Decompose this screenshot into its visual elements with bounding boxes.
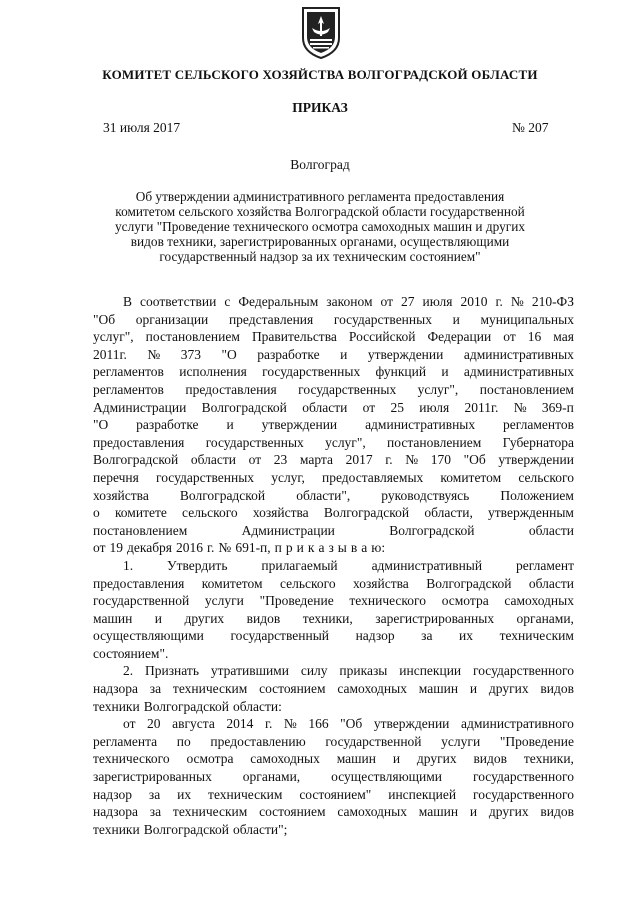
body-word: за: [149, 681, 162, 697]
body-word: разработке: [257, 346, 320, 362]
body-word: 166: [308, 716, 329, 732]
body-word: 691-п,: [235, 540, 271, 556]
body-word: Утвердить: [167, 557, 228, 573]
body-word: комитетом: [440, 469, 502, 485]
body-word: 27: [401, 294, 415, 309]
body-word: "Об: [340, 716, 363, 732]
body-word: за: [148, 786, 161, 802]
body-line: [93, 487, 574, 505]
body-word: мая: [553, 329, 574, 345]
body-word: 2017: [345, 452, 373, 468]
body-word: организации: [135, 311, 209, 327]
body-line: [93, 627, 574, 645]
body-word: предоставления: [93, 575, 185, 591]
body-word: июля: [419, 399, 450, 415]
body-word: г.: [495, 294, 503, 309]
body-word: услуг,: [271, 469, 305, 485]
body-word: и: [441, 364, 449, 380]
body-word: осмотра: [186, 751, 234, 767]
body-word: постановлением: [93, 522, 188, 538]
body-word: видов: [246, 610, 281, 626]
body-word: а: [361, 540, 368, 556]
body-word: 210-ФЗ: [531, 294, 574, 309]
body-line: [93, 645, 574, 663]
body-word: утвержденным: [488, 505, 574, 521]
body-word: №: [405, 452, 419, 468]
order-subject: [62, 190, 578, 265]
body-word: области: [190, 452, 237, 468]
body-word: постановлением: [387, 434, 482, 450]
body-word: 25: [390, 399, 404, 415]
body-word: марта: [299, 452, 333, 468]
body-word: государственных: [333, 311, 432, 327]
body-word: Волгоградской: [323, 505, 410, 521]
body-word: области:: [232, 698, 282, 714]
body-word: "Об: [93, 311, 116, 327]
body-word: за: [421, 628, 433, 644]
body-word: государственный: [230, 628, 329, 644]
body-word: утверждении: [373, 716, 450, 732]
body-word: других: [488, 804, 529, 820]
body-word: самоходных: [337, 681, 407, 697]
body-word: 1.: [123, 557, 134, 573]
body-word: №: [218, 540, 232, 556]
body-word: к: [307, 540, 315, 556]
body-word: машин: [418, 681, 459, 697]
body-word: области",: [296, 487, 351, 503]
body-word: утверждении: [261, 417, 338, 433]
body-word: Волгоградской: [179, 487, 266, 503]
body-word: Волгоградской: [143, 821, 229, 837]
body-word: хозяйства: [352, 575, 409, 591]
body-word: государственного: [473, 663, 574, 679]
body-word: законом: [326, 294, 373, 309]
body-word: государственного: [473, 769, 574, 785]
body-word: хозяйства: [252, 505, 309, 521]
body-word: административных: [365, 417, 476, 433]
subject-line: видов техники, зарегистрированных органами, осуществляющими: [130, 233, 510, 249]
body-word: и: [452, 311, 460, 327]
subject-line: Об утверждении административного регламента предоставления: [135, 189, 505, 204]
body-word: осуществляющими: [93, 628, 204, 644]
body-word: 2010: [460, 294, 488, 309]
body-word: "Проведение: [259, 593, 334, 609]
body-word: техники,: [302, 610, 353, 626]
body-line: [93, 504, 574, 522]
body-line: [93, 575, 574, 593]
body-word: 16: [527, 329, 542, 345]
body-line: [93, 662, 574, 680]
body-word: предоставления: [185, 381, 277, 397]
body-line: [93, 522, 574, 540]
body-word: Положением: [500, 487, 574, 503]
body-word: "О: [221, 346, 237, 362]
body-word: органами,: [516, 610, 574, 626]
body-word: по: [176, 733, 191, 749]
body-word: в: [350, 540, 358, 556]
body-line: [93, 399, 574, 417]
body-word: государственных: [205, 434, 304, 450]
body-word: техническим: [172, 681, 248, 697]
body-word: "Проведение: [499, 733, 574, 749]
body-word: видов: [540, 804, 574, 820]
body-word: г.: [385, 452, 393, 468]
body-word: услуг",: [93, 329, 134, 345]
body-word: надзор: [93, 786, 133, 802]
body-word: июля: [422, 294, 453, 309]
body-word: от: [503, 329, 516, 345]
body-word: органами,: [242, 769, 301, 785]
body-word: области: [528, 575, 574, 591]
body-word: осуществляющими: [331, 769, 443, 785]
body-word: их: [177, 786, 192, 802]
body-word: области,: [424, 505, 473, 521]
body-word: постановлением: [479, 381, 574, 397]
body-word: от: [248, 452, 262, 468]
body-word: Правительства: [251, 329, 337, 345]
body-word: регламентов: [93, 364, 164, 380]
body-word: состоянием: [259, 681, 326, 697]
body-word: сельского: [279, 575, 336, 591]
subject-line: услуги "Проведение технического осмотра самоходных машин и других: [115, 218, 525, 234]
body-word: ы: [337, 540, 347, 556]
body-word: №: [147, 346, 161, 362]
body-word: Федеральным: [238, 294, 319, 309]
body-word: 2016: [176, 540, 204, 556]
body-line: [93, 416, 574, 434]
body-word: от: [123, 716, 136, 732]
body-word: административного: [460, 716, 574, 732]
body-word: функций: [375, 364, 427, 380]
body-word: государственных: [262, 364, 361, 380]
body-word: муниципальных: [480, 311, 574, 327]
body-word: техническим: [499, 628, 574, 644]
order-number: № 207: [512, 120, 549, 135]
body-word: государственной: [93, 593, 190, 609]
body-word: самоходных: [504, 593, 574, 609]
body-word: Волгоградской: [426, 575, 512, 591]
body-line: [93, 293, 574, 311]
body-word: 369-п: [541, 399, 574, 415]
body-line: [93, 803, 574, 821]
order-title: ПРИКАЗ: [292, 100, 348, 115]
body-word: техническим: [208, 786, 283, 802]
body-word: других: [416, 751, 457, 767]
subject-line: комитетом сельского хозяйства Волгоградской области государственной: [115, 203, 525, 219]
body-word: надзора: [93, 804, 138, 820]
body-word: инспекции: [399, 663, 462, 679]
body-line: [93, 592, 574, 610]
body-word: постановлением: [145, 329, 240, 345]
body-word: государственных: [156, 469, 255, 485]
body-word: видов: [473, 751, 508, 767]
body-word: соответствии: [140, 294, 217, 309]
body-word: услуги: [441, 733, 481, 749]
body-word: исполнения: [179, 364, 247, 380]
body-word: сельского: [518, 469, 574, 485]
body-word: утверждении: [498, 452, 574, 468]
body-word: услуг",: [417, 381, 459, 397]
body-word: 2011г.: [93, 346, 127, 362]
body-line: [93, 557, 574, 575]
body-word: представления: [228, 311, 314, 327]
body-word: декабря: [126, 540, 173, 556]
body-word: В: [123, 294, 133, 309]
body-word: государственных: [298, 381, 397, 397]
body-word: и: [296, 540, 304, 556]
body-word: области: [302, 399, 348, 415]
body-word: утверждении: [367, 346, 444, 362]
body-line: [93, 750, 574, 768]
body-word: осмотра: [441, 593, 489, 609]
body-word: 2.: [123, 663, 134, 679]
body-word: руководствуясь: [381, 487, 470, 503]
body-word: области";: [232, 821, 288, 837]
body-word: Федерации: [427, 329, 492, 345]
city-name: Волгоград: [290, 157, 350, 172]
body-word: г.: [207, 540, 215, 556]
body-word: хозяйства: [93, 487, 149, 503]
body-line: [93, 381, 574, 399]
body-word: о: [93, 505, 100, 521]
body-word: технического: [349, 593, 427, 609]
body-word: предоставления: [93, 434, 185, 450]
body-line: [93, 328, 574, 346]
committee-name: КОМИТЕТ СЕЛЬСКОГО ХОЗЯЙСТВА ВОЛГОГРАДСКОЙ ОБЛАСТИ: [102, 67, 538, 82]
body-word: техническим: [172, 804, 248, 820]
body-line: [93, 786, 574, 804]
body-line: [93, 434, 574, 452]
body-word: 373: [180, 346, 201, 362]
body-word: комитетом: [201, 575, 263, 591]
body-word: надзора: [93, 681, 138, 697]
body-word: состоянием".: [93, 645, 169, 661]
body-line: [93, 733, 574, 751]
body-word: технического: [93, 751, 170, 767]
body-word: №: [283, 716, 297, 732]
body-word: "Об: [463, 452, 486, 468]
body-line: [93, 680, 574, 698]
body-word: 2011г.: [464, 399, 499, 415]
body-word: и: [469, 681, 478, 697]
body-word: Администрации: [93, 399, 187, 415]
body-word: силу: [300, 663, 328, 679]
volgograd-coat-of-arms-icon: [299, 6, 343, 60]
body-word: за: [149, 804, 162, 820]
body-word: регламента: [93, 733, 158, 749]
body-word: услуги: [204, 593, 244, 609]
body-word: зарегистрированных: [93, 769, 212, 785]
body-word: от: [93, 540, 106, 556]
body-word: машин: [93, 610, 133, 626]
body-word: и: [469, 804, 478, 820]
body-word: инспекцией: [388, 786, 457, 802]
body-line: [93, 469, 574, 487]
body-word: от: [362, 399, 376, 415]
body-word: №: [513, 399, 527, 415]
body-word: разработке: [136, 417, 199, 433]
body-word: 170: [430, 452, 451, 468]
body-word: 2014: [226, 716, 254, 732]
body-word: других: [488, 681, 529, 697]
body-word: ю:: [371, 540, 386, 556]
body-word: а: [318, 540, 325, 556]
body-word: техники: [93, 821, 140, 837]
body-word: утратившими: [210, 663, 289, 679]
body-word: области: [528, 522, 574, 538]
body-word: комитете: [114, 505, 167, 521]
body-word: состоянием: [259, 804, 326, 820]
body-word: Российской: [348, 329, 416, 345]
body-word: самоходных: [250, 751, 320, 767]
body-word: Волгоградской: [201, 399, 287, 415]
body-word: 19: [109, 540, 123, 556]
body-word: Губернатора: [502, 434, 574, 450]
body-word: и: [392, 751, 401, 767]
body-word: услуг",: [325, 434, 366, 450]
body-word: прилагаемый: [261, 557, 338, 573]
body-word: предоставлению: [210, 733, 306, 749]
order-date: 31 июля 2017: [103, 120, 181, 135]
body-word: Признать: [145, 663, 199, 679]
body-word: надзор: [355, 628, 395, 644]
body-word: приказы: [339, 663, 388, 679]
body-word: регламентов: [93, 381, 164, 397]
body-word: государственного: [473, 786, 574, 802]
subject-line: государственный надзор за их техническим состоянием": [159, 248, 481, 264]
body-word: и: [154, 610, 162, 626]
body-word: Волгоградской: [93, 452, 179, 468]
body-line: [93, 698, 574, 716]
body-word: Волгоградской: [389, 522, 475, 538]
body-word: с: [224, 294, 231, 309]
body-word: р: [285, 540, 293, 556]
body-word: сельского: [182, 505, 238, 521]
body-word: административный: [371, 557, 483, 573]
body-word: г.: [264, 716, 273, 732]
body-word: №: [510, 294, 524, 309]
body-line: [93, 346, 574, 364]
body-word: машин: [418, 804, 459, 820]
body-word: техники: [93, 698, 140, 714]
body-word: административных: [463, 364, 574, 380]
body-word: государственной: [325, 733, 422, 749]
body-word: их: [459, 628, 474, 644]
body-word: Администрации: [241, 522, 335, 538]
order-body: [93, 293, 574, 838]
body-line: [93, 610, 574, 628]
body-word: техники,: [523, 751, 574, 767]
body-word: перечня: [93, 469, 139, 485]
body-line: [93, 539, 574, 557]
body-word: "О: [93, 417, 109, 433]
body-word: регламентов: [503, 417, 574, 433]
body-word: видов: [540, 681, 574, 697]
body-word: з: [328, 540, 334, 556]
body-word: и: [226, 417, 234, 433]
body-word: машин: [336, 751, 377, 767]
body-word: других: [184, 610, 225, 626]
body-word: регламент: [516, 557, 574, 573]
body-line: [93, 311, 574, 329]
body-line: [93, 768, 574, 786]
body-word: самоходных: [337, 804, 407, 820]
body-word: и: [340, 346, 348, 362]
body-line: [93, 821, 574, 839]
body-word: предоставляемых: [321, 469, 424, 485]
body-word: 20: [147, 716, 161, 732]
body-word: от: [380, 294, 394, 309]
body-word: административных: [463, 346, 574, 362]
body-word: Волгоградской: [143, 698, 229, 714]
body-word: п: [274, 540, 282, 556]
body-line: [93, 451, 574, 469]
body-word: зарегистрированных: [375, 610, 495, 626]
body-line: [93, 363, 574, 381]
body-word: августа: [172, 716, 215, 732]
body-line: [93, 715, 574, 733]
body-word: 23: [273, 452, 288, 468]
body-word: состоянием": [299, 786, 372, 802]
